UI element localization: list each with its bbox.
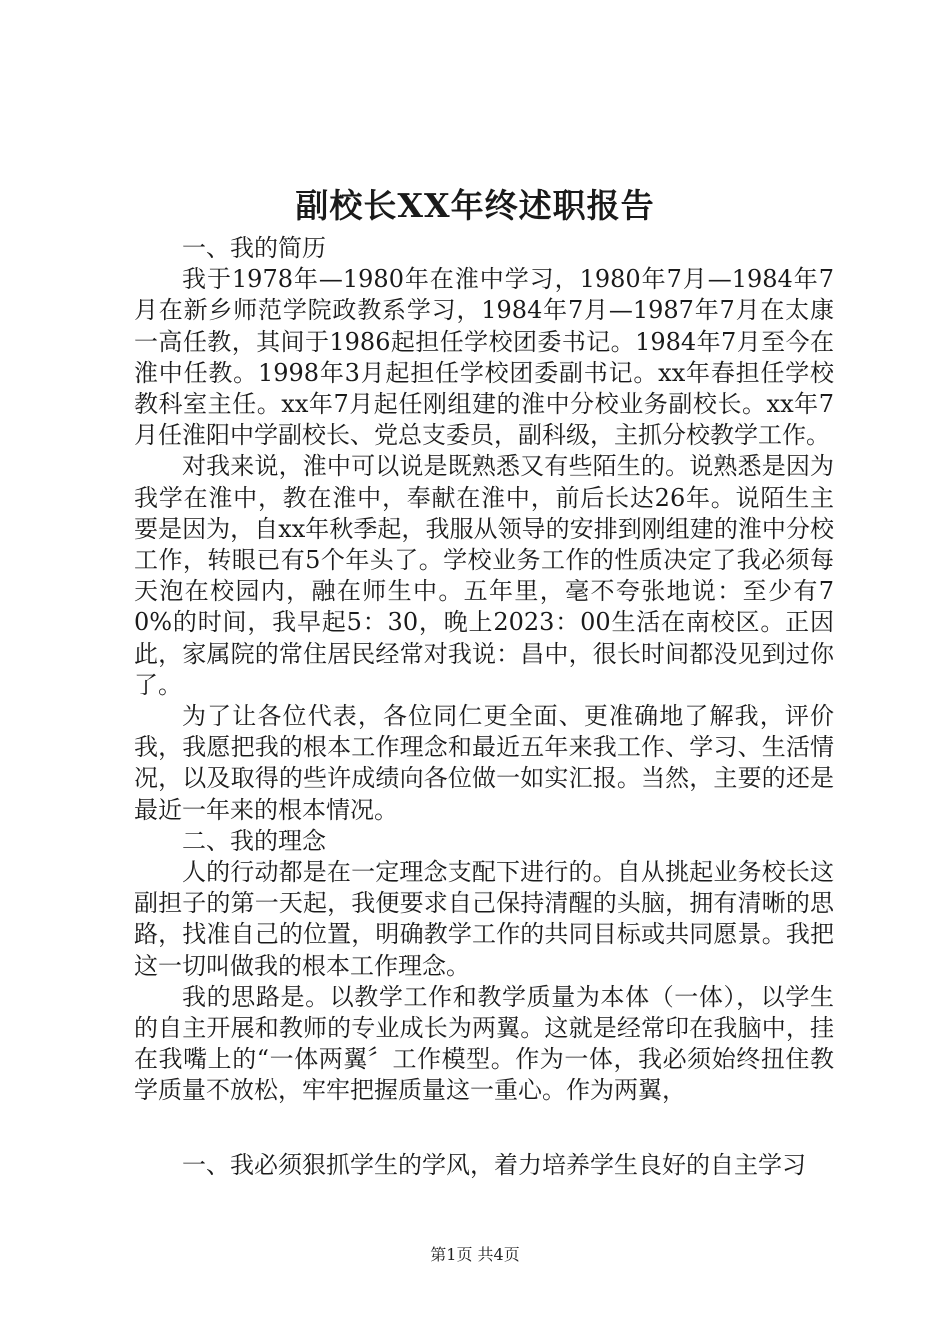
paragraph-resume-details: 我于1978年—1980年在淮中学习，1980年7月—1984年7月在新乡师范学院政教系学习，1984年7月—1987年7月在太康一高任教，其间于1986起担任学校团委书记。1984年7月至今在淮中任教。1998年3月起担任学校团委副书记。xx年春担任学校教科室主任。xx年7月起任刚组建的淮中分校业务副校长。xx年7月任淮阳中学副校长、党总支委员，副科级，主抓分校教学工作。	[134, 265, 834, 450]
document-body	[134, 233, 834, 1107]
section-heading-resume: 一、我的简历	[182, 234, 326, 262]
page-number-footer: 第1页 共4页	[430, 1245, 520, 1264]
paragraph-approach: 我的思路是。以教学工作和教学质量为本体（一体），以学生的自主开展和教师的专业成长为两翼。这就是经常印在我脑中，挂在我嘴上的“一体两翼〞工作模型。作为一体，我必须始终扭住教学质量不放松，牢牢把握质量这一重心。作为两翼，	[134, 982, 834, 1105]
paragraph-continued: 一、我必须狠抓学生的学风，着力培养学生良好的自主学习	[182, 1151, 806, 1179]
section-heading-philosophy: 二、我的理念	[182, 826, 326, 855]
paragraph-report-intro: 为了让各位代表，各位同仁更全面、更准确地了解我，评价我，我愿把我的根本工作理念和最近五年来我工作、学习、生活情况，以及取得的些许成绩向各位做一如实汇报。当然，主要的还是最近一年来的根本情况。	[134, 702, 834, 824]
paragraph-philosophy: 人的行动都是在一定理念支配下进行的。自从挑起业务校长这副担子的第一天起，我便要求自己保持清醒的头脑，拥有清晰的思路，找准自己的位置，明确教学工作的共同目标或共同愿景。我把这一切叫做我的根本工作理念。	[134, 858, 834, 980]
document-title: 副校长XX年终述职报告	[295, 186, 655, 225]
paragraph-familiarity: 对我来说，淮中可以说是既熟悉又有些陌生的。说熟悉是因为我学在淮中，教在淮中，奉献在淮中，前后长达26年。说陌生主要是因为，自xx年秋季起，我服从领导的安排到刚组建的淮中分校工作，转眼已有5个年头了。学校业务工作的性质决定了我必须每天泡在校园内，融在师生中。五年里，毫不夸张地说：至少有70%的时间，我早起5：30，晚上2023：00生活在南校区。正因此，家属院的常住居民经常对我说：昌中，很长时间都没见到过你了。	[134, 452, 834, 699]
